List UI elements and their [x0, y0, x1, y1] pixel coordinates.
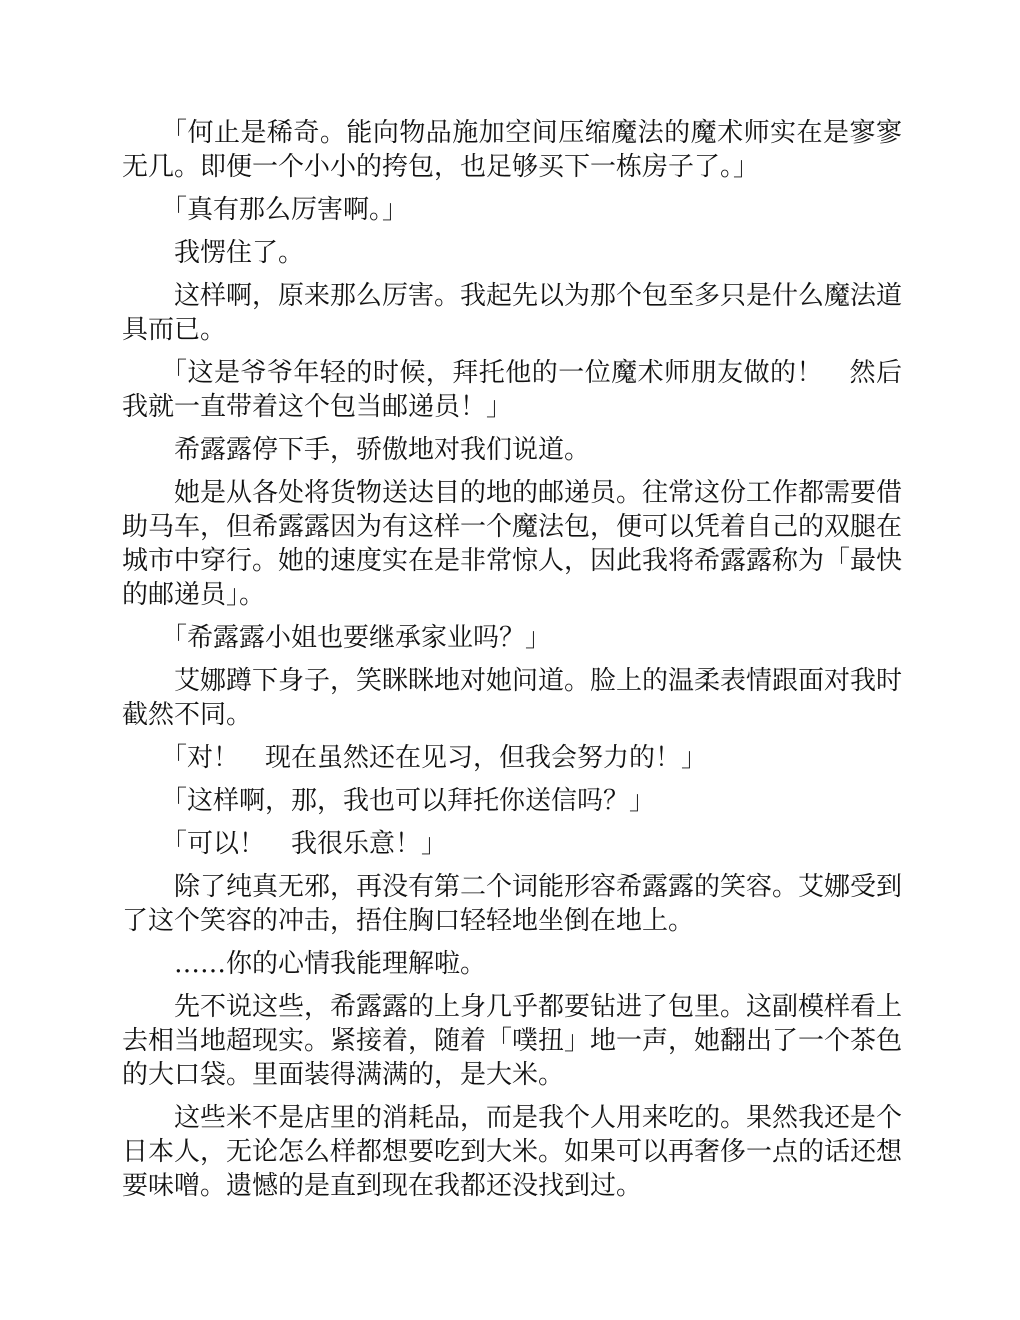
paragraph-narration: 先不说这些，希露露的上身几乎都要钻进了包里。这副模样看上去相当地超现实。紧接着，随着「噗扭」地一声，她翻出了一个茶色的大口袋。里面装得满满的，是大米。 [122, 992, 903, 1090]
paragraph-narration: 我愣住了。 [174, 238, 305, 268]
paragraph-dialogue: 「这样啊，那，我也可以拜托你送信吗？」 [161, 786, 656, 816]
paragraph-narration: 这些米不是店里的消耗品，而是我个人用来吃的。果然我还是个日本人，无论怎么样都想要吃到大米。如果可以再奢侈一点的话还想要味噌。遗憾的是直到现在我都还没找到过。 [122, 1103, 903, 1201]
paragraph-dialogue: 「对！ 现在虽然还在见习，但我会努力的！」 [161, 743, 708, 773]
paragraph-dialogue: 「这是爷爷年轻的时候，拜托他的一位魔术师朋友做的！ 然后我就一直带着这个包当邮递员！」 [122, 358, 902, 422]
paragraph-narration: 除了纯真无邪，再没有第二个词能形容希露露的笑容。艾娜受到了这个笑容的冲击，捂住胸口轻轻地坐倒在地上。 [122, 872, 903, 936]
paragraph-narration: 艾娜蹲下身子，笑眯眯地对她问道。脸上的温柔表情跟面对我时截然不同。 [122, 666, 903, 730]
paragraph-dialogue: 「希露露小姐也要继承家业吗？」 [161, 623, 552, 653]
paragraph-narration: 这样啊，原来那么厉害。我起先以为那个包至多只是什么魔法道具而已。 [122, 281, 903, 345]
paragraph-narration: 她是从各处将货物送达目的地的邮递员。往常这份工作都需要借助马车，但希露露因为有这样一个魔法包，便可以凭着自己的双腿在城市中穿行。她的速度实在是非常惊人，因此我将希露露称为「最快的邮递员」。 [122, 478, 903, 610]
novel-page [122, 116, 902, 1212]
paragraph-dialogue: 「何止是稀奇。能向物品施加空间压缩魔法的魔术师实在是寥寥无几。即便一个小小的挎包，也足够买下一栋房子了。」 [122, 118, 902, 182]
paragraph-narration: 希露露停下手，骄傲地对我们说道。 [174, 435, 591, 465]
paragraph-dialogue: 「可以！ 我很乐意！」 [161, 829, 448, 859]
paragraph-narration: ……你的心情我能理解啦。 [174, 949, 487, 979]
paragraph-dialogue: 「真有那么厉害啊。」 [161, 195, 409, 225]
